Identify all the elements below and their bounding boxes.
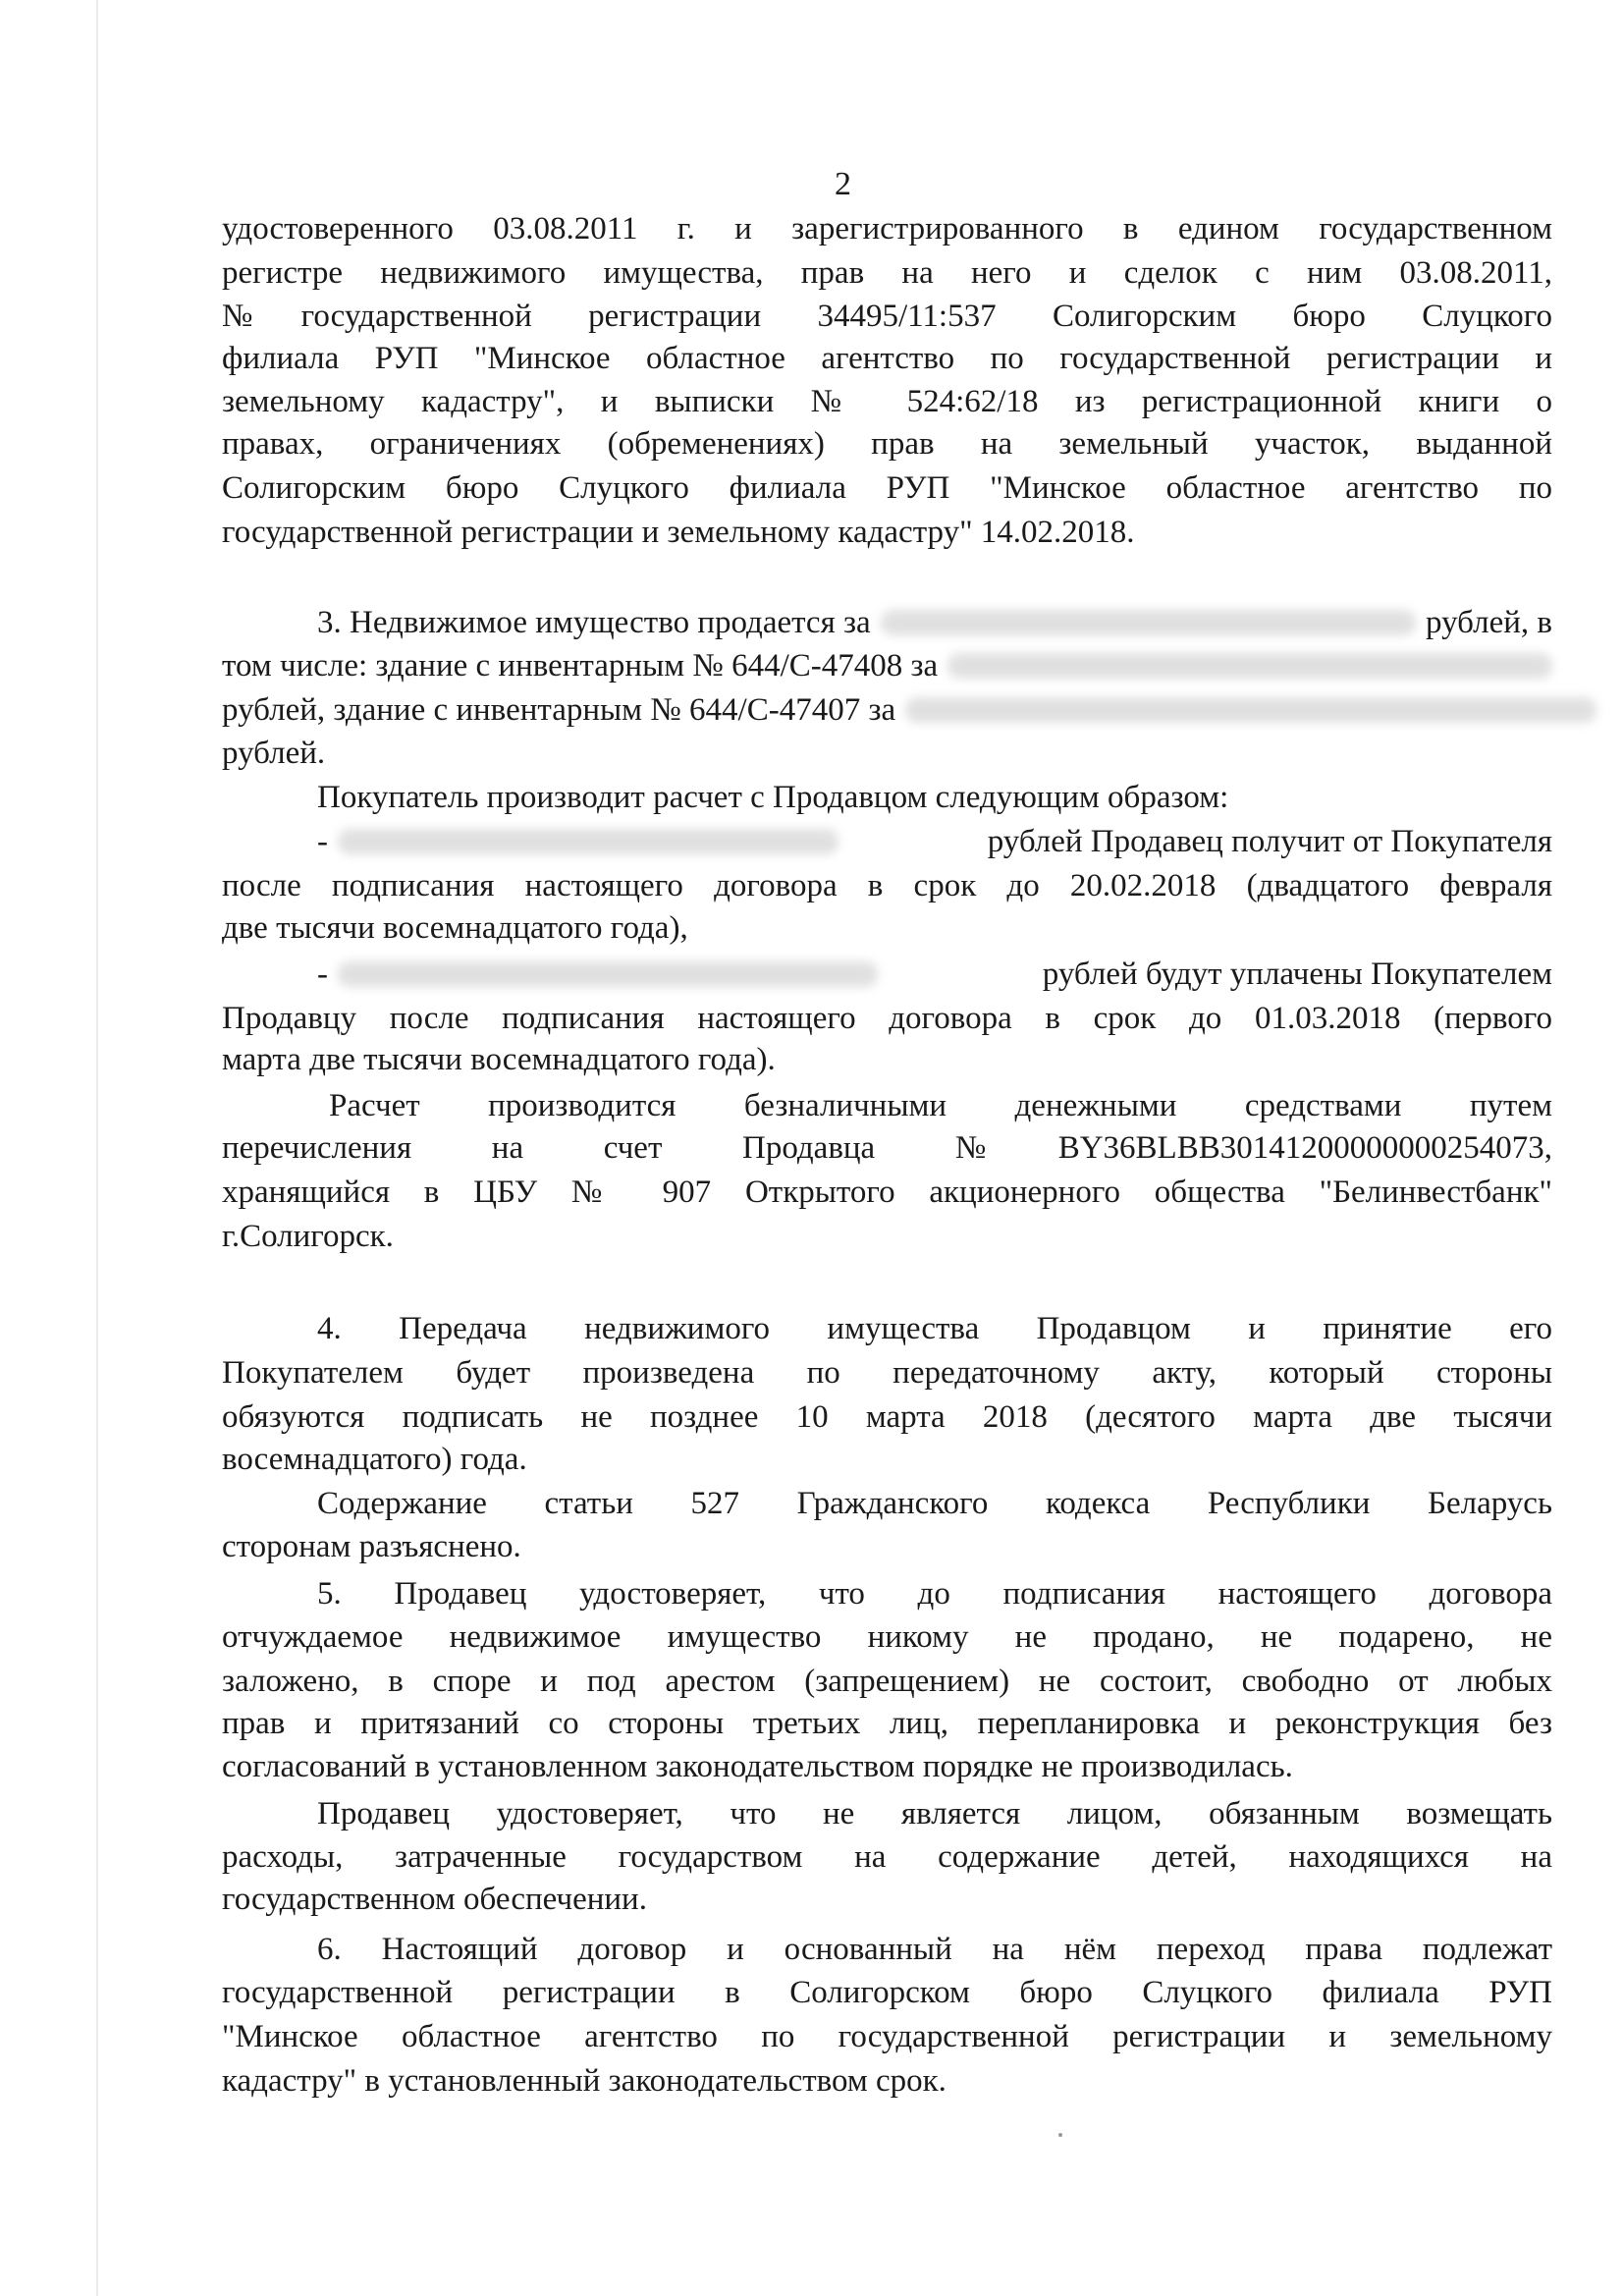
text-line: Продавец удостоверяет, что не является лицом, обязанным возмещать — [317, 1796, 1552, 1831]
text-line: 5. Продавец удостоверяет, что до подписания настоящего договора — [317, 1576, 1552, 1612]
text-segment: - — [317, 957, 328, 992]
text-line: две тысячи восемнадцатого года), — [222, 910, 688, 946]
text-line: Содержание статьи 527 Гражданского кодекса Республики Беларусь — [317, 1486, 1552, 1521]
text-line: сторонам разъяснено. — [222, 1529, 521, 1564]
text-line: государственной регистрации и земельному кадастру" 14.02.2018. — [222, 515, 1135, 550]
text-line: регистре недвижимого имущества, прав на него и сделок с ним 03.08.2011, — [222, 255, 1552, 291]
text-line: восемнадцатого) года. — [222, 1442, 527, 1477]
text-line: государственной регистрации в Солигорском бюро Слуцкого филиала РУП — [222, 1975, 1552, 2010]
text-line: после подписания настоящего договора в срок до 20.02.2018 (двадцатого февраля — [222, 868, 1552, 903]
text-line: г.Солигорск. — [222, 1219, 394, 1254]
text-segment: 3. Недвижимое имущество продается за — [317, 605, 871, 640]
text-line: Продавцу после подписания настоящего договора в срок до 01.03.2018 (первого — [222, 1001, 1552, 1036]
text-line: Расчет производится безналичными денежными средствами путем — [329, 1088, 1552, 1123]
text-line: заложено, в споре и под арестом (запрещением) не состоит, свободно от любых — [222, 1664, 1552, 1699]
text-segment: рублей будут уплачены Покупателем — [1042, 957, 1552, 992]
text-line: согласований в установленном законодательством порядке не производилась. — [222, 1749, 1293, 1784]
redacted-amount — [338, 961, 878, 987]
text-line: расходы, затраченные государством на содержание детей, находящихся на — [222, 1839, 1552, 1875]
price-line — [317, 601, 1552, 644]
text-line: правах, ограничениях (обременениях) прав на земельный участок, выданной — [222, 426, 1552, 462]
text-line: №государственной регистрации 34495/11:537 Солигорским бюро Слуцкого — [222, 299, 1552, 334]
text-segment: - — [317, 824, 328, 859]
redacted-amount — [881, 610, 1416, 635]
text-line: государственном обеспечении. — [222, 1882, 647, 1917]
text-line: удостоверенного 03.08.2011 г. и зарегистрированного в едином государственном — [222, 211, 1552, 246]
text-segment: том числе: здание с инвентарным № 644/С-47408 за — [222, 648, 939, 683]
text-line: филиала РУП "Минское областное агентство по государственной регистрации и — [222, 341, 1552, 376]
scan-margin-line — [96, 0, 98, 2296]
redacted-amount — [947, 653, 1552, 679]
text-line: 4. Передача недвижимого имущества Продавцом и принятие его — [317, 1311, 1552, 1346]
text-line: Покупателем будет произведена по передаточному акту, который стороны — [222, 1355, 1552, 1391]
text-line: Солигорским бюро Слуцкого филиала РУП "Минское областное агентство по — [222, 470, 1552, 506]
text-line: перечисления на счет Продавца №BY36BLBB30141200000000254073, — [222, 1130, 1552, 1166]
payment-line — [317, 953, 1552, 996]
text-line: "Минское областное агентство по государственной регистрации и земельному — [222, 2019, 1552, 2054]
payment-line — [317, 820, 1552, 863]
text-line: рублей. — [222, 736, 326, 771]
text-line: 6. Настоящий договор и основанный на нём переход права подлежат — [317, 1932, 1552, 1967]
text-segment: рублей, в — [1426, 605, 1552, 640]
text-segment: рублей, здание с инвентарным № 644/С-47407 за — [222, 692, 896, 728]
text-line: кадастру" в установленный законодательством срок. — [222, 2063, 947, 2099]
text-line: хранящийся в ЦБУ № 907 Открытого акционерного общества "Белинвестбанк" — [222, 1175, 1552, 1210]
text-line: Покупатель производит расчет с Продавцом следующим образом: — [317, 780, 1229, 815]
redacted-amount — [338, 829, 839, 854]
text-line: прав и притязаний со стороны третьих лиц, перепланировка и реконструкция без — [222, 1706, 1552, 1741]
price-line — [222, 644, 1552, 687]
scan-speck — [1058, 2133, 1062, 2137]
redacted-amount — [905, 697, 1596, 723]
text-line: земельному кадастру", и выписки № 524:62/18 из регистрационной книги о — [222, 384, 1552, 419]
text-segment: рублей Продавец получит от Покупателя — [987, 824, 1552, 859]
text-line: марта две тысячи восемнадцатого года). — [222, 1042, 776, 1077]
page-number: 2 — [835, 166, 851, 202]
text-line: обязуются подписать не позднее 10 марта 2018 (десятого марта две тысячи — [222, 1399, 1552, 1435]
price-line — [222, 688, 1596, 732]
text-line: отчуждаемое недвижимое имущество никому не продано, не подарено, не — [222, 1619, 1552, 1655]
